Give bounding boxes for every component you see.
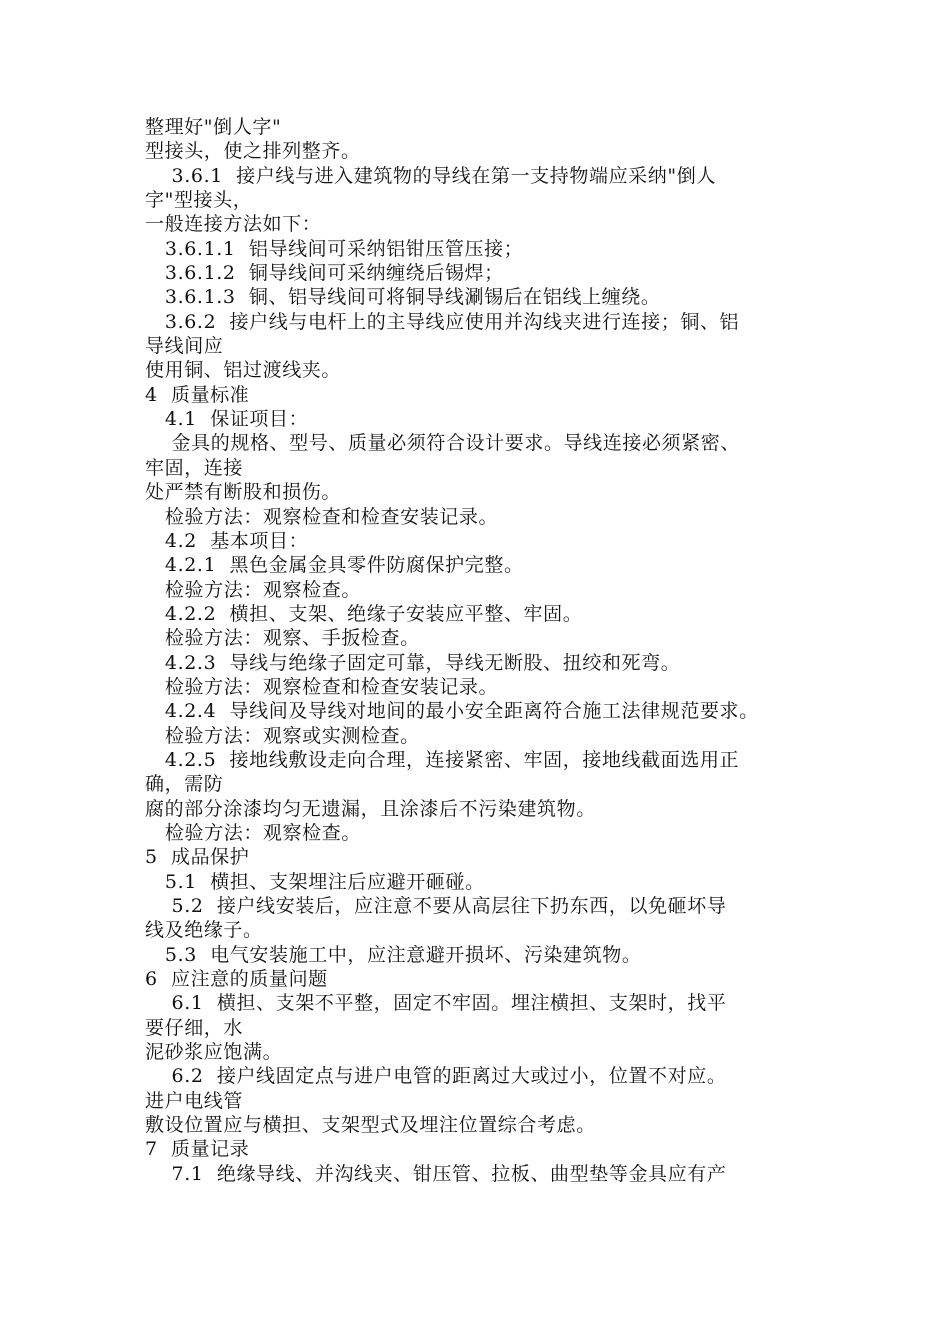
text-line: 检验方法：观察检查和检查安装记录。 [145,505,499,528]
text-line: 检验方法：观察检查。 [145,578,361,601]
text-line: 牢固，连接 [145,456,244,479]
text-line: 7.1 绝缘导线、并沟线夹、钳压管、拉板、曲型垫等金具应有产 [145,1162,727,1185]
text-line: 4.2.5 接地线敷设走向合理，连接紧密、牢固，接地线截面选用正 [145,748,740,771]
text-line: 4.2.1 黑色金属金具零件防腐保护完整。 [145,554,524,577]
text-line: 5.3 电气安装施工中，应注意避开损坏、污染建筑物。 [145,943,642,966]
text-line: 4.2.3 导线与绝缘子固定可靠，导线无断股、扭绞和死弯。 [145,651,681,674]
text-line: 敷设位置应与横担、支架型式及埋注位置综合考虑。 [145,1114,596,1137]
section-heading: 4 质量标准 [145,383,250,406]
text-line: 检验方法：观察检查和检查安装记录。 [145,675,499,698]
text-line: 4.2.4 导线间及导线对地间的最小安全距离符合施工法律规范要求。 [145,700,759,723]
text-line: 处严禁有断股和损伤。 [145,481,342,504]
text-line: 6.1 横担、支架不平整，固定不牢固。埋注横担、支架时，找平 [145,992,727,1015]
text-line: 4.2.2 横担、支架、绝缘子安装应平整、牢固。 [145,602,583,625]
text-line: 5.2 接户线安装后，应注意不要从高层往下扔东西，以免砸坏导 [145,895,727,917]
text-line: 4.2 基本项目： [145,529,309,552]
text-line: 5.1 横担、支架埋注后应避开砸碰。 [145,870,485,893]
text-line: 3.6.1.1 铝导线间可采纳铝钳压管压接； [145,237,524,260]
text-line: 整理好"倒人字" [145,116,282,138]
text-line: 型接头，使之排列整齐。 [145,140,361,163]
text-line: 检验方法：观察、手扳检查。 [145,627,420,650]
text-line: 进户电线管 [145,1089,244,1112]
text-line: 3.6.2 接户线与电杆上的主导线应使用并沟线夹进行连接；铜、铝 [145,310,740,333]
text-line: 金具的规格、型号、质量必须符合设计要求。导线连接必须紧密、 [145,432,740,455]
text-line: 6.2 接户线固定点与进户电管的距离过大或过小，位置不对应。 [145,1065,727,1088]
text-line: 字"型接头， [145,189,253,212]
section-heading: 7 质量记录 [145,1138,250,1161]
text-line: 3.6.1.2 铜导线间可采纳缠绕后锡焊； [145,262,504,285]
text-line: 泥砂浆应饱满。 [145,1041,283,1064]
document-body [145,115,835,1186]
text-line: 线及绝缘子。 [145,919,263,942]
text-line: 腐的部分涂漆均匀无遗漏，且涂漆后不污染建筑物。 [145,797,596,820]
text-line: 4.1 保证项目： [145,408,309,431]
text-line: 检验方法：观察或实测检查。 [145,724,420,747]
text-line: 确，需防 [145,773,224,796]
text-line: 一般连接方法如下： [145,213,322,236]
section-heading: 6 应注意的质量问题 [145,968,328,991]
text-line: 3.6.1 接户线与进入建筑物的导线在第一支持物端应采纳"倒人 [145,164,716,187]
text-line: 导线间应 [145,335,224,358]
text-line: 使用铜、铝过渡线夹。 [145,359,342,382]
text-line: 3.6.1.3 铜、铝导线间可将铜导线涮锡后在铝线上缠绕。 [145,286,661,309]
text-line: 要仔细，水 [145,1016,244,1039]
text-line: 检验方法：观察检查。 [145,821,361,844]
section-heading: 5 成品保护 [145,846,250,869]
